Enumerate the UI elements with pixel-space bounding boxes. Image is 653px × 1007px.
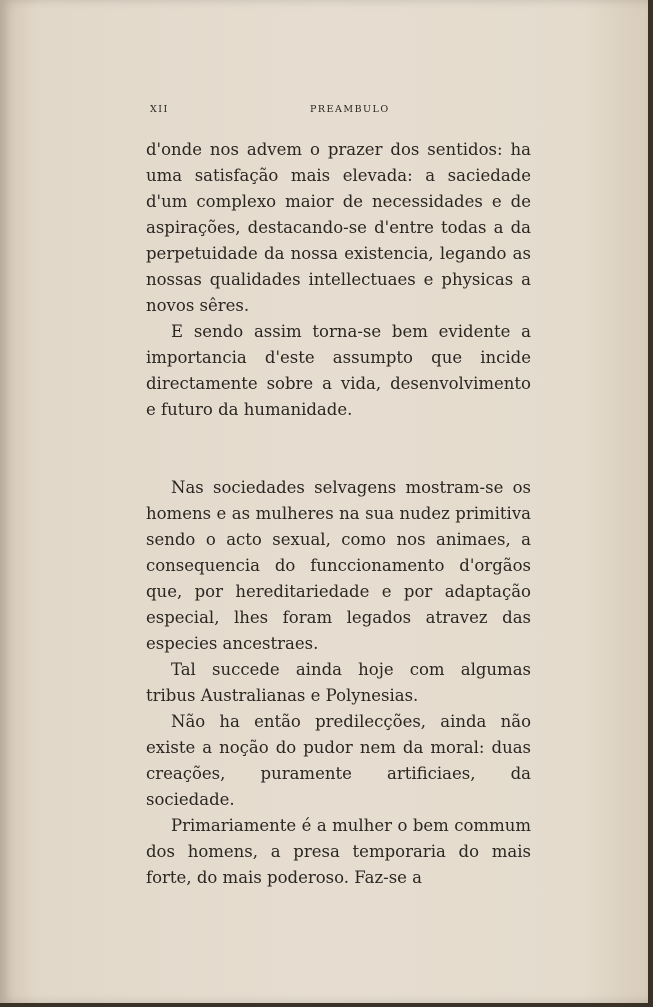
paragraph: Nas sociedades selvagens mostram-se os homens e as mulheres na sua nudez primitiva sendo o acto sexual, como nos animaes, a consequencia do funccionamento d'orgãos que, por hereditariedade e por adaptação especial, lhes foram legados atravez das especies ancestraes.: [146, 478, 531, 653]
paragraph: Tal succede ainda hoje com algumas tribus Australianas e Polynesias.: [146, 660, 531, 705]
paragraph: d'onde nos advem o prazer dos sentidos: ha uma satisfação mais elevada: a saciedade d'um complexo maior de necessidades e de aspirações, destacando-se d'entre todas a da perpetuidade da nossa existencia, legando as nossas qualidades intellectuaes e physicas a novos sêres.: [146, 140, 531, 315]
paragraph: Primariamente é a mulher o bem commum dos homens, a presa temporaria do mais forte, do mais poderoso. Faz-se a: [146, 816, 531, 887]
running-title: PREAMBULO: [310, 104, 390, 115]
page-number: XII: [150, 104, 169, 115]
paragraph: Não ha então predilecções, ainda não existe a noção do pudor nem da moral: duas creações, puramente artificiaes, da sociedade.: [146, 712, 531, 809]
section-break: [146, 423, 531, 475]
page-body: [146, 137, 531, 891]
page-header: [150, 104, 530, 120]
paragraph: E sendo assim torna-se bem evidente a importancia d'este assumpto que incide directamente sobre a vida, desenvolvimento e futuro da humanidade.: [146, 322, 531, 419]
